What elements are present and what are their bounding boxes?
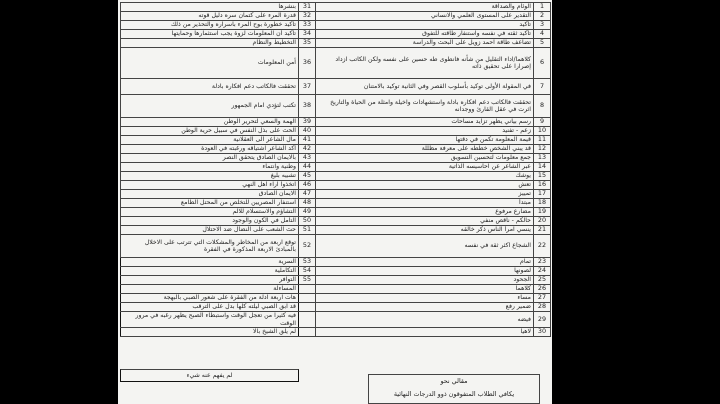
left-question-number: 15: [534, 172, 551, 181]
left-question-number: 10: [534, 127, 551, 136]
left-answer-text: تعش: [316, 181, 534, 190]
right-answer-text: التأمل في الكون والوجود: [121, 217, 299, 226]
answer-row: [121, 12, 551, 21]
left-question-number: 16: [534, 181, 551, 190]
answer-row: [121, 136, 551, 145]
left-question-number: 29: [534, 312, 551, 328]
answer-row: [121, 21, 551, 30]
left-answer-text: زعم - تفنيد: [316, 127, 534, 136]
left-question-number: 27: [534, 294, 551, 303]
left-question-number: 25: [534, 276, 551, 285]
left-question-number: 4: [534, 30, 551, 39]
left-answer-text: الشجاع اكثر ثقة في نفسه: [316, 235, 534, 258]
right-answer-text: فيه كثيرا من تعجل الوقت واستبطاء الصبح يظهر رغبه في مرور الوقت: [121, 312, 299, 328]
right-question-number: 31: [299, 3, 316, 12]
left-question-number: 11: [534, 136, 551, 145]
footer-line-1: مقالي نحو: [440, 377, 468, 385]
answer-row: [121, 312, 551, 328]
right-answer-text: الايمان الصادق: [121, 190, 299, 199]
right-answer-text: تحققت فالكاتب دعم افكاره بادلة: [121, 79, 299, 95]
left-answer-text: التقدير على المستوى العلمي والانساني: [316, 12, 534, 21]
right-answer-text: التكاملية: [121, 267, 299, 276]
left-answer-text: ينسي امرأ الناس ذكر خالقه: [316, 226, 534, 235]
left-answer-text: يوشك: [316, 172, 534, 181]
right-answer-text: التخطيط والنظام: [121, 39, 299, 48]
right-question-number: [299, 312, 316, 328]
answer-row: [121, 3, 551, 12]
left-question-number: 8: [534, 95, 551, 118]
right-answer-text: مال الشاعر الى العقلانية: [121, 136, 299, 145]
answer-row: [121, 163, 551, 172]
right-question-number: 41: [299, 136, 316, 145]
right-question-number: 35: [299, 39, 316, 48]
left-question-number: 26: [534, 285, 551, 294]
right-answer-text: بالايمان الصادق يتحقق النصر: [121, 154, 299, 163]
right-answer-text: التشاؤم والاستسلام للالم: [121, 208, 299, 217]
left-question-number: 9: [534, 118, 551, 127]
answer-row: [121, 267, 551, 276]
right-question-number: 40: [299, 127, 316, 136]
right-answer-text: قدرة المرء على كتمان سره دليل قوته: [121, 12, 299, 21]
right-question-number: 38: [299, 95, 316, 118]
left-answer-text: قيمة المعلومة تكمن في دقتها: [316, 136, 534, 145]
left-answer-text: الوئام والصداقة: [316, 3, 534, 12]
answer-row: [121, 328, 551, 337]
answer-row: [121, 235, 551, 258]
left-question-number: 28: [534, 303, 551, 312]
left-question-number: 1: [534, 3, 551, 12]
answer-row: [121, 127, 551, 136]
left-answer-text: لصونها: [316, 267, 534, 276]
left-answer-text: جمع معلومات لتحسين التسويق: [316, 154, 534, 163]
left-question-number: 23: [534, 258, 551, 267]
footer-line-2: يكافي الطلاب المتفوقون ذوو الدرجات النهائية: [393, 390, 515, 398]
answer-row: [121, 303, 551, 312]
right-answer-text: أمن المعلومات: [121, 48, 299, 79]
answer-row: [121, 294, 551, 303]
answer-row: [121, 39, 551, 48]
left-answer-text: مضارع مرفوع: [316, 208, 534, 217]
answer-row: [121, 208, 551, 217]
left-question-number: 18: [534, 199, 551, 208]
right-answer-text: الهمة والسعي لتحرير الوطن: [121, 118, 299, 127]
right-question-number: [299, 294, 316, 303]
right-question-number: [299, 328, 316, 337]
left-answer-text: رسم بياني يظهر تزايد مساحات: [316, 118, 534, 127]
right-answer-text: استنفار المصريين للتخلص من المحتل الطامع: [121, 199, 299, 208]
right-question-number: 42: [299, 145, 316, 154]
left-answer-text: تأكيد ثقته في نفسه واستنفار طاقته للتفوق: [316, 30, 534, 39]
answer-row: [121, 181, 551, 190]
left-answer-text: كلاهما: [316, 285, 534, 294]
answer-row: [121, 154, 551, 163]
right-question-number: 39: [299, 118, 316, 127]
answer-row: [121, 217, 551, 226]
left-answer-text: تأكيد: [316, 21, 534, 30]
right-answer-text: تأكيد أن المعلومات لزوة يجب استثمارها وحمايتها: [121, 30, 299, 39]
right-question-number: 45: [299, 172, 316, 181]
left-answer-text: فيضه: [316, 312, 534, 328]
right-question-number: 34: [299, 30, 316, 39]
right-answer-text: اتخذوا اراء اهل النهي: [121, 181, 299, 190]
right-question-number: 44: [299, 163, 316, 172]
right-answer-text: تشبيه بليغ: [121, 172, 299, 181]
left-question-number: 7: [534, 79, 551, 95]
right-answer-text: تأكيد خطورة بوح المرء باسراره والتحذير من ذلك: [121, 21, 299, 30]
left-answer-text: الجحود: [316, 276, 534, 285]
right-question-number: 50: [299, 217, 316, 226]
left-question-number: 19: [534, 208, 551, 217]
right-answer-text: السرية: [121, 258, 299, 267]
left-question-number: 13: [534, 154, 551, 163]
right-answer-text: حث الشعب على النضال ضد الاحتلال: [121, 226, 299, 235]
left-question-number: 3: [534, 21, 551, 30]
left-question-number: 30: [534, 328, 551, 337]
right-answer-text: اكد الشاعر اشتياقه ورغبته في العودة: [121, 145, 299, 154]
left-answer-text: قد يبني الشخص خططه على معرفة مظللة: [316, 145, 534, 154]
left-answer-text: تمام: [316, 258, 534, 267]
answer-row: [121, 79, 551, 95]
left-answer-text: ضمير رفع: [316, 303, 534, 312]
answer-row: [121, 190, 551, 199]
right-question-number: [299, 303, 316, 312]
right-question-number: 53: [299, 258, 316, 267]
left-question-number: 24: [534, 267, 551, 276]
footer-note: [368, 374, 540, 404]
right-question-number: 48: [299, 199, 316, 208]
right-question-number: 32: [299, 12, 316, 21]
left-question-number: 5: [534, 39, 551, 48]
left-question-number: 17: [534, 190, 551, 199]
left-answer-text: لاهيا: [316, 328, 534, 337]
right-question-number: 51: [299, 226, 316, 235]
right-question-number: [299, 285, 316, 294]
left-answer-text: مبتدأ: [316, 199, 534, 208]
left-question-number: 2: [534, 12, 551, 21]
answer-key-page: [118, 0, 552, 404]
right-answer-text: بنشرها: [121, 3, 299, 12]
answer-row: [121, 172, 551, 181]
left-answer-text: حالكم - ناقص منفي: [316, 217, 534, 226]
left-answer-text: تضاعف طاقة احمد زويل على البحث والدراسة: [316, 39, 534, 48]
right-question-number: 33: [299, 21, 316, 30]
right-question-number: 54: [299, 267, 316, 276]
answer-row: [121, 30, 551, 39]
right-question-number: 49: [299, 208, 316, 217]
right-question-number: 37: [299, 79, 316, 95]
right-answer-text: قد ابق الصبي ليلته كلها بدل على الترقب: [121, 303, 299, 312]
left-answer-text: مساء: [316, 294, 534, 303]
answer-row: [121, 118, 551, 127]
right-answer-text: هات اربعة ادلة من الفقرة على شعور الصبي بالبهجة: [121, 294, 299, 303]
left-question-number: 6: [534, 48, 551, 79]
right-answer-text: توقع اربعة من المخاطر والمشكلات التي تترتب على الاخلال بالمبادئ الاربعة المذكورة في الفقرة: [121, 235, 299, 258]
left-question-number: 21: [534, 226, 551, 235]
left-answer-text: تمييز: [316, 190, 534, 199]
answer-row: [121, 258, 551, 267]
answer-row: [121, 199, 551, 208]
right-answer-text: تكتب لتؤدي امام الجمهور: [121, 95, 299, 118]
answer-row: [121, 48, 551, 79]
left-question-number: 14: [534, 163, 551, 172]
right-answer-text: التوافر: [121, 276, 299, 285]
right-answer-text: لم يلق الشيخ بالا: [121, 328, 299, 337]
answer-row: [121, 145, 551, 154]
left-answer-text: في المقولة الأولى توكيد بأسلوب القصر وفي الثانية توكيد بالامتنان: [316, 79, 534, 95]
left-answer-text: عبر الشاعر عن احاسيسه الذاتية: [316, 163, 534, 172]
right-question-number: 46: [299, 181, 316, 190]
left-question-number: 12: [534, 145, 551, 154]
answer-row: [121, 226, 551, 235]
last-answer-note: لم يفهم عنه شيء: [120, 369, 299, 382]
left-question-number: 22: [534, 235, 551, 258]
left-answer-text: كلاهما/اداء التقليل من شأنه فانطوى طه حسين على نفسه ولكن الكاتب ازداد إصرارا على تحقيق ذاته: [316, 48, 534, 79]
left-question-number: 20: [534, 217, 551, 226]
right-answer-text: المساءلة: [121, 285, 299, 294]
answer-row: [121, 95, 551, 118]
right-answer-text: الحث على بذل النفس في سبيل حرية الوطن: [121, 127, 299, 136]
answer-row: [121, 276, 551, 285]
right-question-number: 36: [299, 48, 316, 79]
right-question-number: 47: [299, 190, 316, 199]
right-question-number: 43: [299, 154, 316, 163]
right-question-number: 52: [299, 235, 316, 258]
right-answer-text: وطنية وانتماء: [121, 163, 299, 172]
answer-table: [120, 2, 551, 337]
left-answer-text: تحققت فالكاتب دعم افكاره بادلة واستشهادات واخيلة وامثلة من الحياة والتاريخ اثرت في عقل القارئ ووجدانه: [316, 95, 534, 118]
answer-row: [121, 285, 551, 294]
right-question-number: 55: [299, 276, 316, 285]
